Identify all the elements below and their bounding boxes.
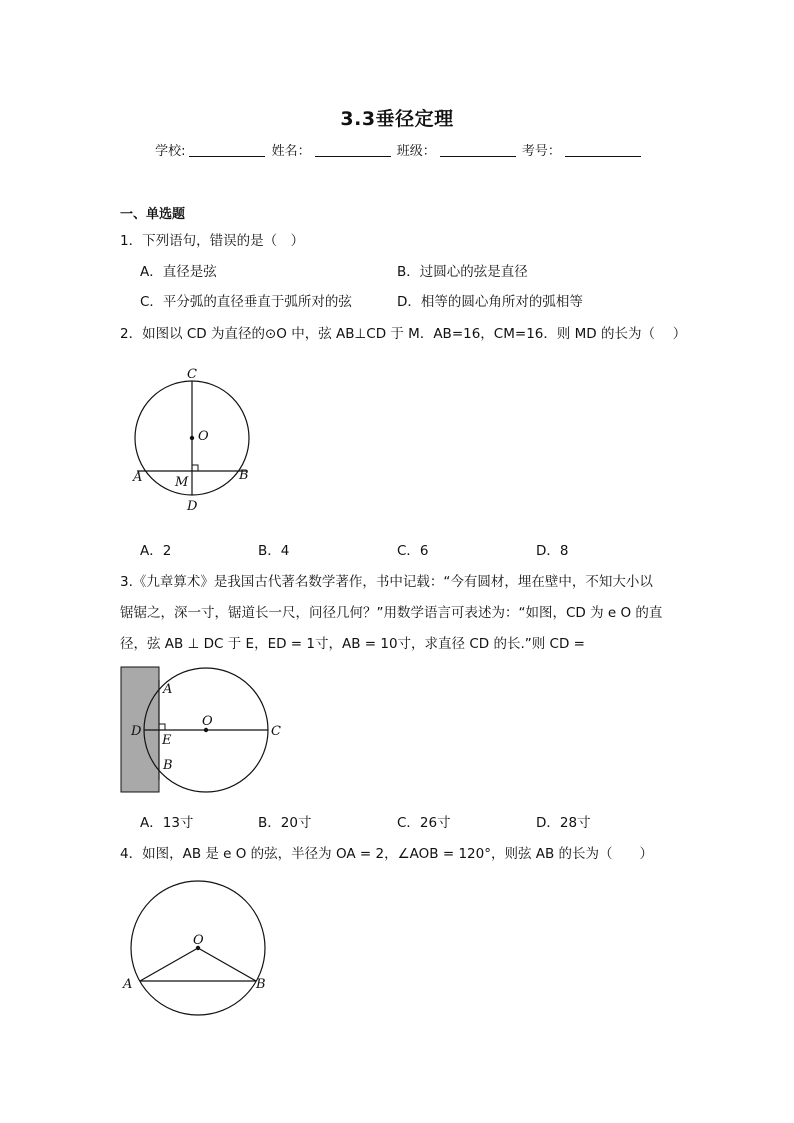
q2-label-o: O (198, 429, 209, 444)
q3-label-a: A (163, 682, 173, 697)
question-1-option-d: D．相等的圆心角所对的弧相等 (397, 294, 583, 310)
question-2-figure (120, 362, 270, 522)
q3-label-e: E (162, 733, 172, 748)
question-2-stem: 2．如图以 CD 为直径的⊙O 中，弦 AB⊥CD 于 M．AB=16，CM=16．则 MD 的长为（ ） (120, 326, 687, 342)
class-label: 班级： (396, 144, 436, 159)
number-label: 考号： (521, 144, 561, 159)
q2-label-c: C (187, 367, 197, 382)
question-2-option-b: B．4 (258, 543, 290, 559)
question-3-line-1: 3.《九章算术》是我国古代著名数学著作，书中记载：“今有圆材，埋在壁中，不知大小以 (120, 574, 653, 590)
question-3-line-2: 锯锯之，深一寸，锯道长一尺，问径几何？”用数学语言可表述为：“如图，CD 为 e O 的直 (120, 605, 663, 621)
section-heading: 一、单选题 (120, 207, 186, 222)
number-blank (565, 144, 641, 157)
page-title: 3.3垂径定理 (340, 108, 454, 130)
question-4-stem: 4．如图，AB 是 e O 的弦，半径为 OA = 2，∠AOB = 120°，则弦 AB 的长为（ ） (120, 846, 654, 862)
q4-label-a: A (123, 977, 133, 992)
question-3-option-a: A．13寸 (140, 815, 194, 831)
question-3-line-3: 径，弦 AB ⊥ DC 于 E，ED = 1寸，AB = 10寸，求直径 CD 的长.”则 CD = (120, 636, 585, 652)
school-label: 学校: (155, 144, 186, 159)
q3-right-angle-mark (159, 724, 165, 730)
question-1-option-b: B．过圆心的弦是直径 (397, 264, 528, 280)
question-1-stem: 1．下列语句，错误的是（ ） (120, 233, 305, 249)
q3-label-c: C (271, 724, 281, 739)
class-blank (440, 144, 516, 157)
question-3-figure (118, 662, 298, 797)
q3-label-o: O (202, 714, 213, 729)
q2-label-d: D (187, 499, 198, 514)
q2-label-m: M (175, 475, 189, 490)
q4-radius-oa (140, 948, 198, 981)
q2-label-a: A (133, 470, 143, 485)
student-info-row (0, 140, 794, 159)
school-blank (189, 144, 265, 157)
question-2-option-a: A．2 (140, 543, 172, 559)
question-1-option-c: C．平分弧的直径垂直于弧所对的弦 (140, 294, 352, 310)
q4-label-o: O (193, 933, 204, 948)
question-3-option-c: C．26寸 (397, 815, 451, 831)
q2-label-b: B (239, 468, 249, 483)
name-blank (315, 144, 391, 157)
q3-label-b: B (163, 758, 173, 773)
name-label: 姓名： (271, 144, 311, 159)
q2-right-angle-mark (192, 465, 198, 471)
q3-label-d: D (131, 724, 142, 739)
question-3-option-b: B．20寸 (258, 815, 312, 831)
question-1-option-a: A．直径是弦 (140, 264, 217, 280)
question-2-option-c: C．6 (397, 543, 429, 559)
q4-radius-ob (198, 948, 256, 981)
question-3-option-d: D．28寸 (536, 815, 591, 831)
question-4-figure (118, 878, 278, 1028)
question-2-option-d: D．8 (536, 543, 569, 559)
q4-label-b: B (256, 977, 266, 992)
q2-center-dot (190, 436, 194, 440)
